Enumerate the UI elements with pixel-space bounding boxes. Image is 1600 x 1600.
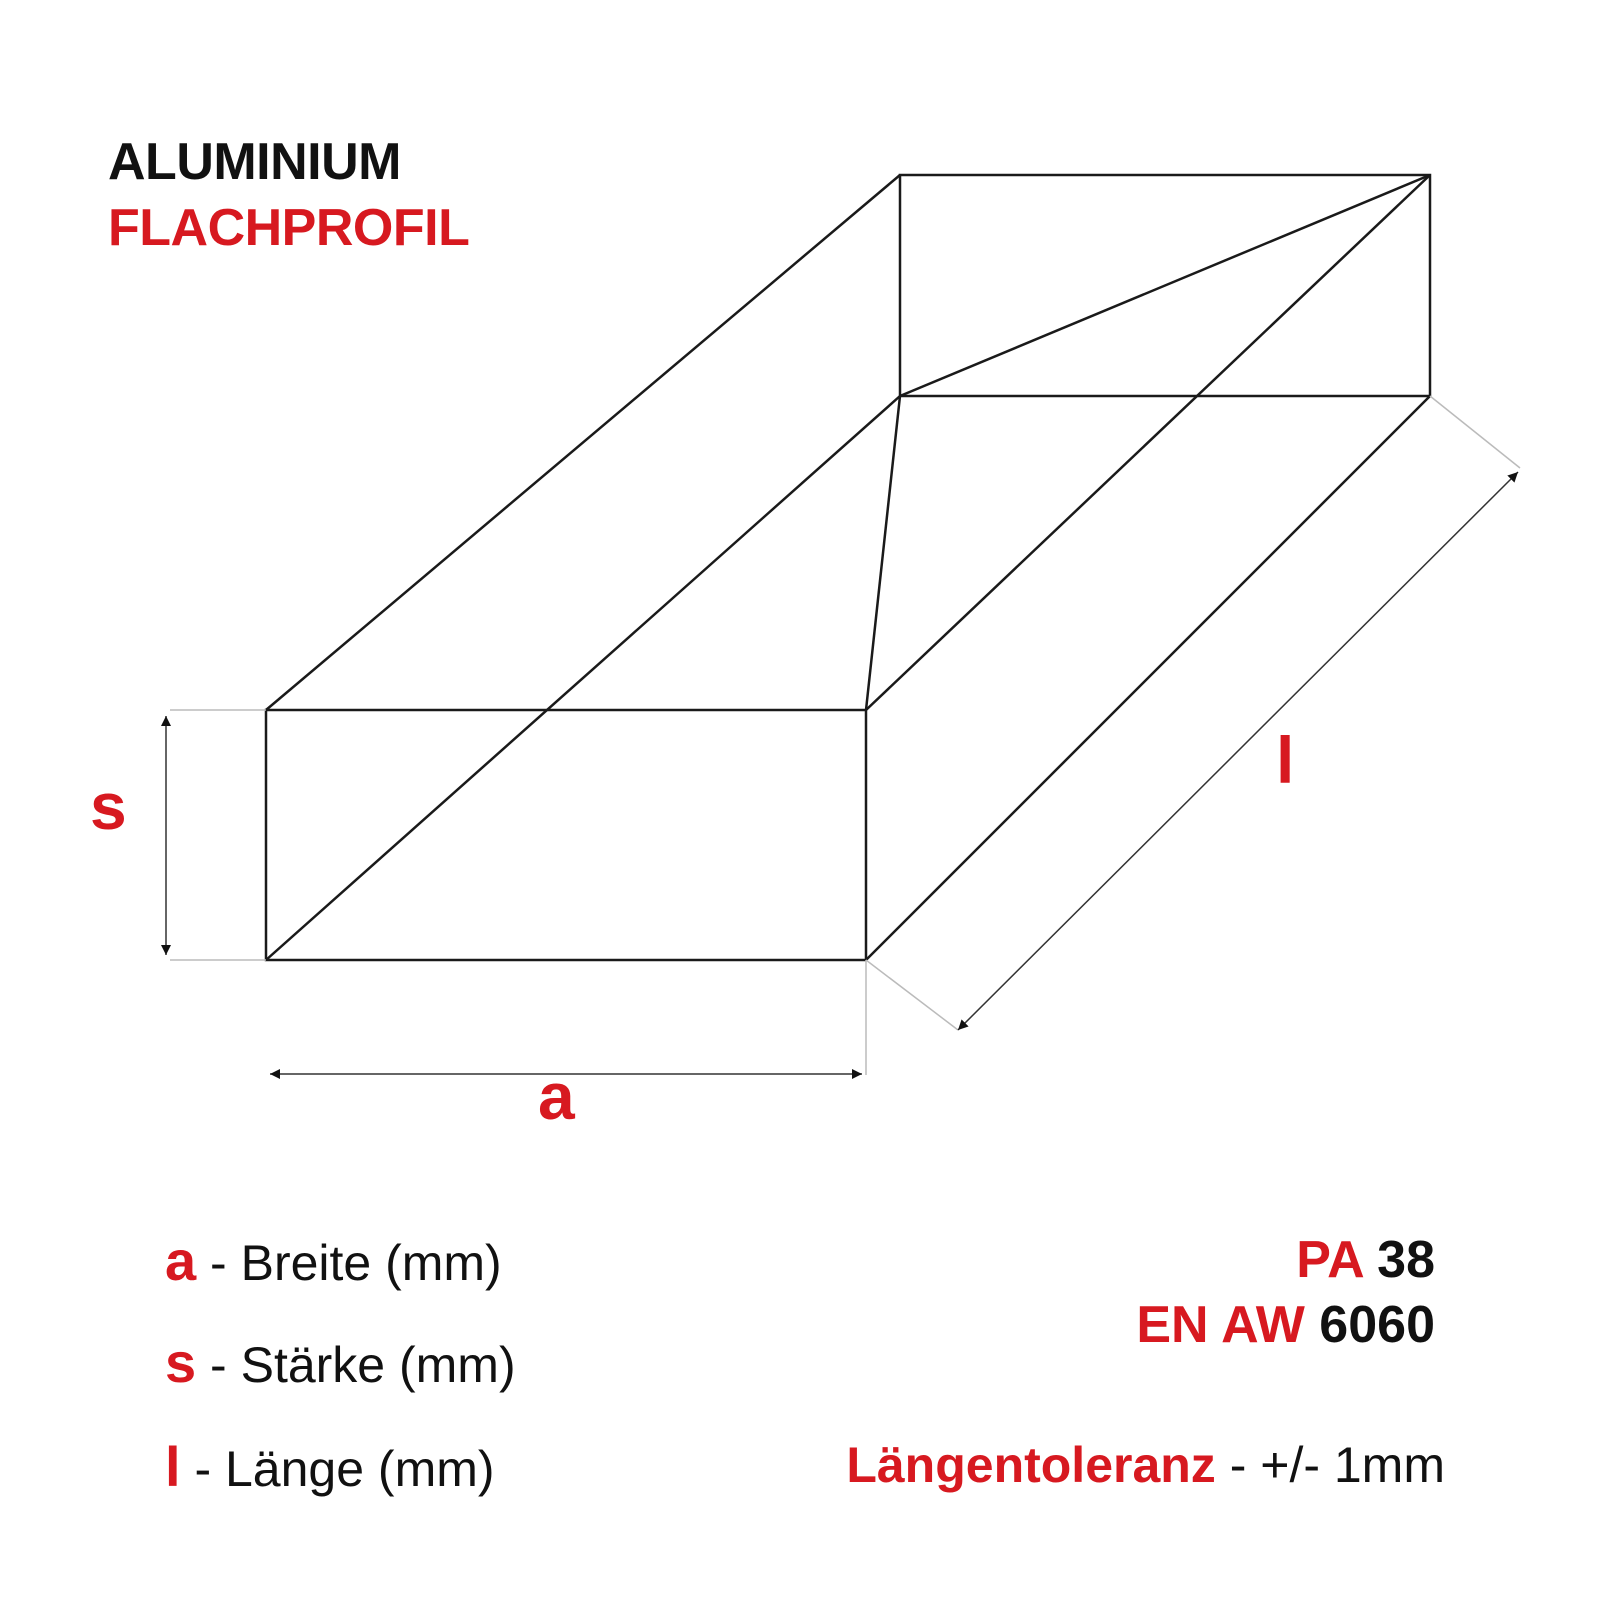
spec-pa-value: 38 [1362, 1231, 1435, 1289]
legend-symbol: l [165, 1435, 181, 1498]
front-face [266, 710, 866, 960]
edge-top-right [866, 396, 900, 710]
tolerance-value: - +/- 1mm [1215, 1437, 1445, 1493]
spec-tolerance [846, 1436, 1445, 1494]
dimension-arrows [166, 472, 1518, 1074]
dimension-label-s: s [90, 769, 127, 843]
legend-symbol: s [165, 1331, 197, 1394]
legend-text: - Stärke (mm) [196, 1337, 516, 1393]
spec-pa [1296, 1230, 1435, 1290]
edge-bottom-left [266, 396, 900, 960]
title-material: ALUMINIUM [108, 133, 402, 191]
dimension-label-a: a [538, 1059, 575, 1133]
legend-text: - Breite (mm) [196, 1235, 502, 1291]
extension-lines [170, 396, 1520, 1075]
title-profile-type: FLACHPROFIL [108, 199, 470, 257]
arrow-l [958, 472, 1518, 1030]
edge-bottom-right [866, 396, 1430, 960]
legend-item-width [165, 1228, 502, 1293]
spec-pa-label: PA [1296, 1231, 1363, 1289]
box-edges [266, 175, 1430, 960]
legend-text: - Länge (mm) [180, 1441, 495, 1497]
legend-item-length [165, 1434, 495, 1499]
edge-upper-diag [866, 175, 1430, 710]
spec-en-value: 6060 [1304, 1296, 1435, 1354]
tolerance-label: Längentoleranz [846, 1437, 1216, 1493]
dimension-label-l: l [1276, 723, 1295, 797]
legend-symbol: a [165, 1229, 197, 1292]
spec-en-label: EN AW [1136, 1296, 1305, 1354]
legend-item-thickness [165, 1330, 516, 1395]
edge-back-diagonal [900, 175, 1430, 396]
spec-en-aw [1136, 1295, 1435, 1355]
